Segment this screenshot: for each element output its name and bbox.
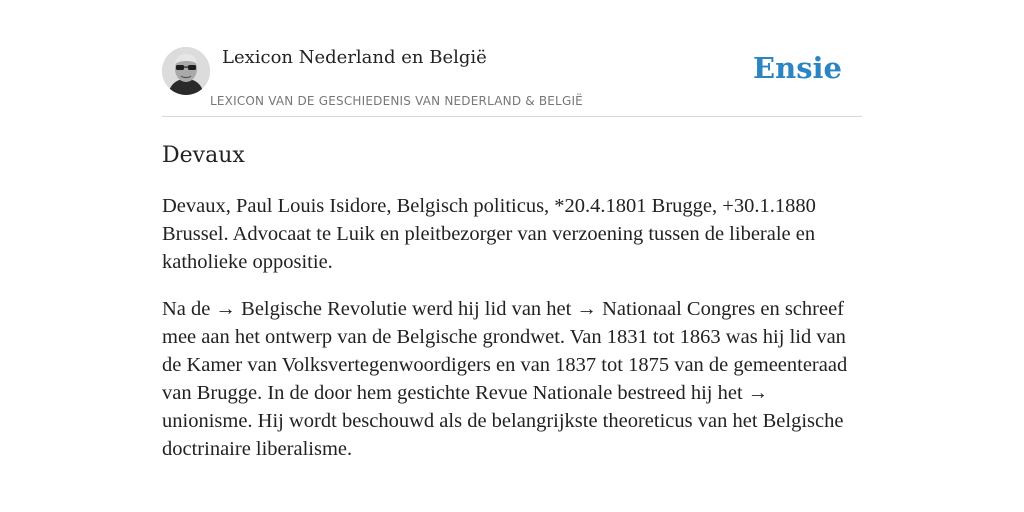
arrow-right-icon: → [576,298,597,320]
link-unionisme[interactable]: unionisme [162,410,248,432]
entry-title: Devaux [162,143,245,168]
arrow-right-icon: → [747,382,769,404]
site-title[interactable]: Lexicon Nederland en België [222,47,487,68]
entry-paragraph-2 [162,295,862,463]
entry-paragraph-1: Devaux, Paul Louis Isidore, Belgisch politicus, *20.4.1801 Brugge, +30.1.1880 Brussel. Advocaat te Luik en pleitbezorger van verzoening tussen de liberale en katholieke oppositie. [162,195,816,273]
paragraph-text: Na de [162,298,216,320]
avatar-portrait-icon [162,47,210,95]
author-avatar[interactable] [162,47,210,95]
paragraph-text: en schreef mee aan het ontwerp van de Belgische grondwet. Van 1831 tot 1863 was hij lid van de Kamer van Volksvertegenwoordigers en van 1837 tot 1875 van de gemeenteraad van Brugge. In de door hem gestichte Revue Nationale bestreed hij het [162,298,848,404]
site-subtitle: LEXICON VAN DE GESCHIEDENIS VAN NEDERLAND & BELGIË [210,94,583,108]
paragraph-text: werd hij lid van het [406,298,577,320]
page [162,0,862,463]
site-header [162,0,862,117]
paragraph-text: . Hij wordt beschouwd als de belangrijkste theoreticus van het Belgische doctrinaire liberalisme. [162,410,844,460]
link-nationaal-congres[interactable]: Nationaal Congres [602,298,756,320]
link-belgische-revolutie[interactable]: Belgische Revolutie [241,298,407,320]
ensie-logo-link[interactable]: Ensie [753,51,842,85]
arrow-right-icon: → [215,298,237,320]
